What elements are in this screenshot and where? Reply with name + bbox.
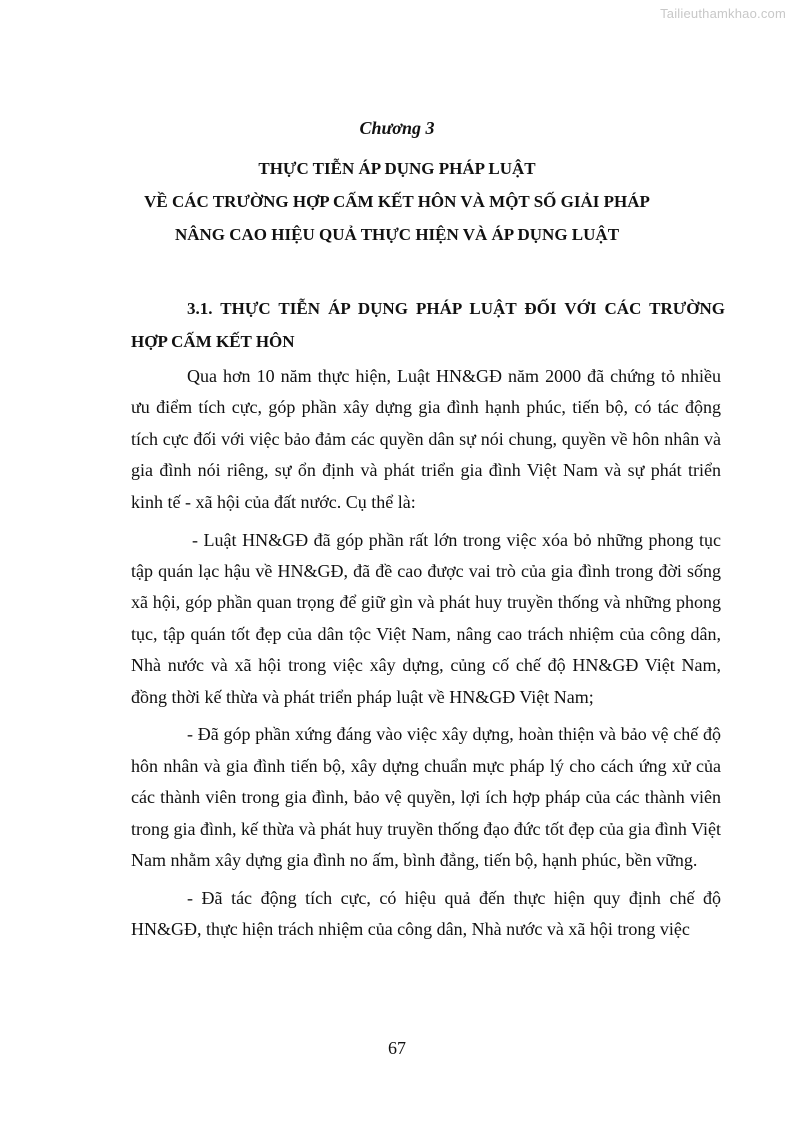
section-heading bbox=[131, 292, 725, 358]
paragraph-2: - Luật HN&GĐ đã góp phần rất lớn trong việc xóa bỏ những phong tục tập quán lạc hậu về HN&GĐ, đã đề cao được vai trò của gia đình trong đời sống xã hội, góp phần quan trọng để giữ gìn và phát huy truyền thống và những phong tục, tập quán tốt đẹp của dân tộc Việt Nam, nâng cao trách nhiệm của công dân, Nhà nước và xã hội trong việc xây dựng, củng cố chế độ HN&GĐ Việt Nam, đồng thời kế thừa và phát triển pháp luật về HN&GĐ Việt Nam; bbox=[131, 529, 721, 707]
chapter-title-line-1: THỰC TIỄN ÁP DỤNG PHÁP LUẬT bbox=[258, 159, 536, 178]
paragraph-1: Qua hơn 10 năm thực hiện, Luật HN&GĐ năm 2000 đã chứng tỏ nhiều ưu điểm tích cực, góp phần xây dựng gia đình hạnh phúc, tiến bộ, có tác động tích cực đối với việc bảo đảm các quyền dân sự nói chung, quyền về hôn nhân và gia đình nói riêng, sự ổn định và phát triển gia đình Việt Nam và sự phát triển kinh tế - xã hội của đất nước. Cụ thể là: bbox=[131, 366, 721, 512]
chapter-title bbox=[100, 152, 694, 251]
chapter-title-line-2: VỀ CÁC TRƯỜNG HỢP CẤM KẾT HÔN VÀ MỘT SỐ GIẢI PHÁP bbox=[144, 192, 650, 211]
paragraph-3: - Đã góp phần xứng đáng vào việc xây dựng, hoàn thiện và bảo vệ chế độ hôn nhân và gia đình tiến bộ, xây dựng chuẩn mực pháp lý cho cách ứng xử của các thành viên trong gia đình, bảo vệ quyền, lợi ích hợp pháp của các thành viên trong gia đình, kế thừa và phát huy truyền thống đạo đức tốt đẹp của gia đình Việt Nam nhằm xây dựng gia đình no ấm, bình đẳng, tiến bộ, hạnh phúc, bền vững. bbox=[131, 724, 721, 871]
watermark: Tailieuthamkhao.com bbox=[660, 6, 786, 21]
chapter-label: Chương 3 bbox=[359, 118, 435, 138]
section-heading-line-1: 3.1. THỰC TIỄN ÁP DỤNG PHÁP LUẬT ĐỐI VỚI CÁC TRƯỜNG bbox=[187, 299, 725, 318]
chapter-title-line-3: NÂNG CAO HIỆU QUẢ THỰC HIỆN VÀ ÁP DỤNG LUẬT bbox=[174, 225, 620, 244]
body-text bbox=[131, 361, 721, 952]
page-number: 67 bbox=[388, 1038, 406, 1058]
section-heading-line-2: HỢP CẤM KẾT HÔN bbox=[131, 332, 295, 351]
paragraph-4: - Đã tác động tích cực, có hiệu quả đến thực hiện quy định chế độ HN&GĐ, thực hiện trách nhiệm của công dân, Nhà nước và xã hội trong việc bbox=[131, 888, 721, 940]
